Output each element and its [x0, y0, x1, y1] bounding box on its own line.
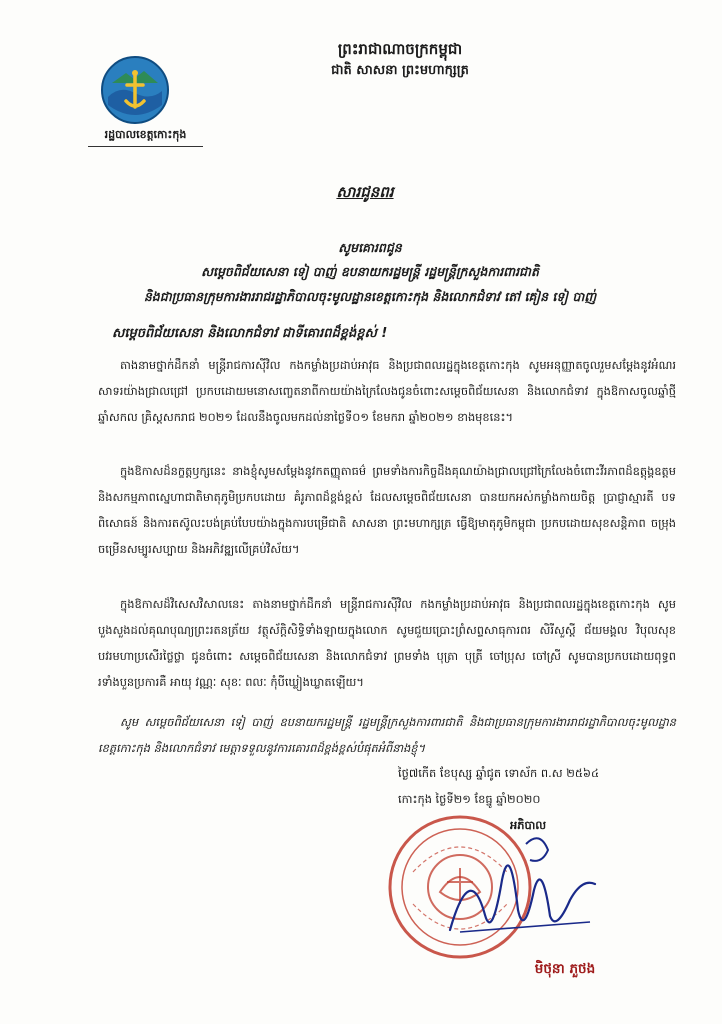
paragraph-3	[98, 591, 676, 695]
kingdom-header	[300, 38, 500, 82]
document-title: សារជូនពរ	[336, 183, 394, 201]
salutation: សម្តេចពិជ័យសេនា និងលោកជំទាវ ជាទីគោរពដ៏ខ្ពង់ខ្ពស់ !	[112, 326, 388, 341]
address-line-1: សូមគោរពជូន	[338, 240, 402, 255]
address-line-2: សម្តេចពិជ័យសេនា ទៀ បាញ់ ឧបនាយករដ្ឋមន្ត្រី រដ្ឋមន្ត្រីក្រសួងការពារជាតិ	[201, 264, 539, 279]
lunar-date: ថ្ងៃ៧កើត ខែបុស្ស ឆ្នាំជូត ទោស័ក ព.ស ២៥៦៤	[398, 766, 600, 780]
signature-icon	[430, 820, 610, 950]
place-date: កោះកុង ថ្ងៃទី២១ ខែធ្នូ ឆ្នាំ២០២០	[398, 792, 541, 806]
paragraph-4	[98, 709, 676, 761]
address-line-3: និងជាប្រធានក្រុមការងាររាជរដ្ឋាភិបាលចុះមូលដ្ឋានខេត្តកោះកុង និងលោកជំទាវ តៅ គៀន ទៀ បាញ់	[143, 289, 597, 304]
paragraph-4-text: សូម សម្តេចពិជ័យសេនា ទៀ បាញ់ ឧបនាយករដ្ឋមន្ត្រី រដ្ឋមន្ត្រីក្រសួងការពារជាតិ និងជាប្រធានក្រុមការងាររាជរដ្ឋាភិបាលចុះមូលដ្ឋានខេត្តកោះកុង និងលោកជំទាវ មេត្តាទទួលនូវការគោរពដ៏ខ្ពង់ខ្ពស់បំផុតអំពីនាងខ្ញុំ។	[98, 715, 676, 755]
organization-name: រដ្ឋបាលខេត្តកោះកុង	[88, 128, 203, 147]
signer-name: មិថុនា ភួថង	[534, 961, 596, 977]
paragraph-2	[98, 458, 676, 562]
paragraph-2-text: ក្នុងឱកាសដ៏នក្ខត្តឫក្សនេះ នាងខ្ញុំសូមសម្តែងនូវកតញ្ញុតាធម៌ ព្រមទាំងការកិច្ចដឹងគុណយ៉ាងជ្រាលជ្រៅក្រៃលែងចំពោះវីរភាពដ៏ឧត្តុង្គឧត្តម និងសកម្មភាពស្នេហាជាតិមាតុភូមិប្រកបដោយ គំរូភាពដ៏ខ្ពង់ខ្ពស់ ដែលសម្តេចពិជ័យសេនា បានយកអស់កម្លាំងកាយចិត្ត ប្រាជ្ញាស្មារតី បទពិសោធន៍ និងការតស៊ូលះបង់គ្រប់បែបយ៉ាងក្នុងការបម្រើជាតិ សាសនា ព្រះមហាក្សត្រ ធ្វើឱ្យមាតុភូមិកម្ពុជា ប្រកបដោយសុខសន្តិភាព ចម្រុងចម្រើនសម្បូរសប្បាយ និងអភិវឌ្ឍលើគ្រប់វិស័យ។	[98, 464, 676, 556]
paragraph-1	[98, 352, 676, 430]
signer-title: អភិបាល	[510, 818, 547, 832]
paragraph-3-text: ក្នុងឱកាសដ៏វិសេសវិសាលនេះ តាងនាមថ្នាក់ដឹកនាំ មន្ត្រីរាជការស៊ីវិល កងកម្លាំងប្រដាប់អាវុធ និងប្រជាពលរដ្ឋក្នុងខេត្តកោះកុង សូមបួងសួងដល់គុណបុណ្យព្រះរតនត្រ័យ វត្ថុស័ក្តិសិទ្ធិទាំងឡាយក្នុងលោក សូមជួយប្រោះព្រំសព្ទសាធុការពរ សិរីសួស្តី ជ័យមង្គល វិបុលសុខ បវរមហាប្រសើរថ្លៃថ្លា ជូនចំពោះ សម្តេចពិជ័យសេនា និងលោកជំទាវ ព្រមទាំង បុត្រា បុត្រី ចៅប្រុស ចៅស្រី សូមបានប្រកបដោយពុទ្ធពរទាំងបួនប្រការគឺ អាយុ វណ្ណៈ សុខៈ ពលៈ កុំបីឃ្លៀងឃ្លាតឡើយ។	[98, 597, 676, 689]
paragraph-1-text: តាងនាមថ្នាក់ដឹកនាំ មន្ត្រីរាជការស៊ីវិល កងកម្លាំងប្រដាប់អាវុធ និងប្រជាពលរដ្ឋក្នុងខេត្តកោះកុង សូមអនុញ្ញាតចូលរួមសម្តែងនូវអំណរសាទរយ៉ាងជ្រាលជ្រៅ ប្រកបដោយមនោសញ្ចេតនាពីកាយយ៉ាងក្រៃលែងជូនចំពោះសម្តេចពិជ័យសេនា និងលោកជំទាវ ក្នុងឱកាសចូលឆ្នាំថ្មី ឆ្នាំសកល គ្រិស្តសករាជ ២០២១ ដែលនឹងចូលមកដល់នាថ្ងៃទី០១ ខែមករា ឆ្នាំ២០២១ ខាងមុខនេះ។	[98, 358, 676, 424]
national-motto: ជាតិ សាសនា ព្រះមហាក្សត្រ	[331, 63, 469, 78]
kingdom-name: ព្រះរាជាណាចក្រកម្ពុជា	[337, 40, 463, 58]
provincial-emblem-icon	[100, 55, 170, 125]
